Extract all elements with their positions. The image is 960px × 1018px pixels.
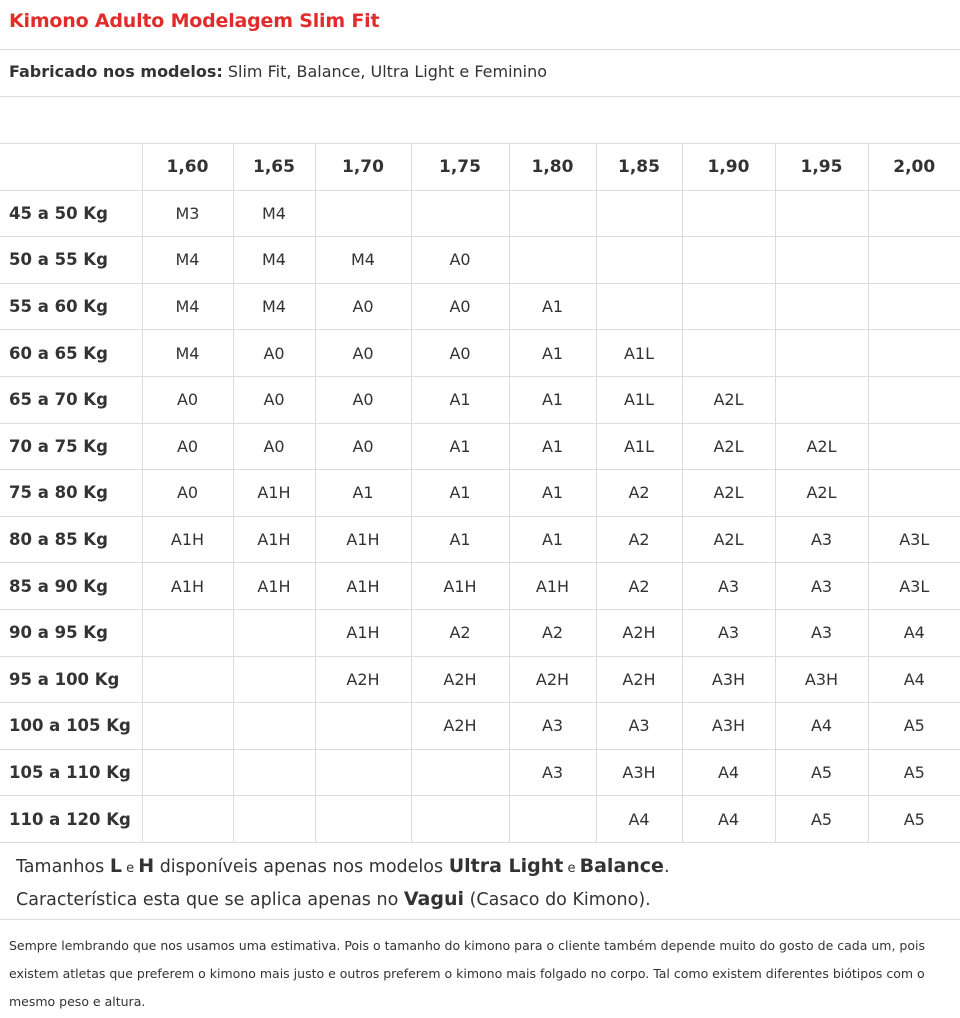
size-cell <box>411 190 509 237</box>
note-text: . <box>663 857 670 877</box>
size-cell: A4 <box>868 656 960 703</box>
size-cell <box>596 283 682 330</box>
size-cell <box>868 423 960 470</box>
size-cell <box>411 749 509 796</box>
divider <box>0 96 960 97</box>
size-cell <box>315 796 411 843</box>
height-header: 1,90 <box>682 144 775 191</box>
weight-range-cell: 90 a 95 Kg <box>0 609 142 656</box>
size-cell: A3H <box>596 749 682 796</box>
table-body <box>0 190 960 842</box>
size-cell <box>775 190 868 237</box>
size-cell <box>142 749 233 796</box>
size-cell: A1H <box>315 609 411 656</box>
size-cell: A3H <box>682 703 775 750</box>
size-cell: A5 <box>868 703 960 750</box>
table-row <box>0 237 960 284</box>
size-cell: A2L <box>682 423 775 470</box>
height-header: 1,85 <box>596 144 682 191</box>
size-cell <box>315 190 411 237</box>
table-corner-cell <box>0 144 142 191</box>
weight-range-cell: 50 a 55 Kg <box>0 237 142 284</box>
size-cell <box>509 237 596 284</box>
size-cell: A2L <box>682 516 775 563</box>
size-cell: M4 <box>233 237 315 284</box>
size-cell: A4 <box>682 749 775 796</box>
size-cell <box>868 470 960 517</box>
size-cell: M4 <box>233 190 315 237</box>
size-cell: A0 <box>315 423 411 470</box>
size-cell: A3 <box>775 563 868 610</box>
table-header-row <box>0 144 960 191</box>
weight-range-cell: 85 a 90 Kg <box>0 563 142 610</box>
size-cell: A5 <box>868 796 960 843</box>
weight-range-cell: 80 a 85 Kg <box>0 516 142 563</box>
weight-range-cell: 45 a 50 Kg <box>0 190 142 237</box>
size-cell: A5 <box>775 749 868 796</box>
models-value: Slim Fit, Balance, Ultra Light e Feminino <box>227 62 548 81</box>
size-cell: A0 <box>233 376 315 423</box>
size-cell: A0 <box>411 330 509 377</box>
note-bold: L <box>109 855 122 877</box>
size-cell <box>596 190 682 237</box>
size-cell: A1 <box>509 376 596 423</box>
size-cell <box>233 703 315 750</box>
table-row <box>0 516 960 563</box>
size-cell: A3 <box>775 516 868 563</box>
weight-range-cell: 105 a 110 Kg <box>0 749 142 796</box>
size-cell: A5 <box>868 749 960 796</box>
table-row <box>0 749 960 796</box>
size-cell <box>411 796 509 843</box>
size-cell: A1H <box>315 563 411 610</box>
size-cell: A2 <box>596 563 682 610</box>
size-cell: A1H <box>315 516 411 563</box>
height-header: 1,95 <box>775 144 868 191</box>
size-cell <box>682 190 775 237</box>
size-cell: A1L <box>596 423 682 470</box>
note-line-1 <box>16 851 670 884</box>
models-line <box>9 62 547 81</box>
size-cell: A1H <box>142 563 233 610</box>
size-cell <box>596 237 682 284</box>
size-cell: A1 <box>509 470 596 517</box>
weight-range-cell: 65 a 70 Kg <box>0 376 142 423</box>
table-row <box>0 703 960 750</box>
size-cell <box>509 796 596 843</box>
size-cell: A1 <box>411 516 509 563</box>
table-row <box>0 470 960 517</box>
size-cell: A2 <box>411 609 509 656</box>
size-cell <box>775 237 868 284</box>
size-cell: A1 <box>509 283 596 330</box>
size-cell <box>868 283 960 330</box>
size-cell: A1L <box>596 376 682 423</box>
size-cell: A3 <box>682 609 775 656</box>
table-row <box>0 609 960 656</box>
size-cell: A2H <box>596 609 682 656</box>
size-cell: A2H <box>596 656 682 703</box>
size-cell: A1 <box>411 470 509 517</box>
weight-range-cell: 95 a 100 Kg <box>0 656 142 703</box>
height-header: 1,75 <box>411 144 509 191</box>
table-row <box>0 656 960 703</box>
size-cell: A2L <box>775 470 868 517</box>
size-cell <box>142 656 233 703</box>
size-cell <box>142 703 233 750</box>
table-row <box>0 283 960 330</box>
height-header: 2,00 <box>868 144 960 191</box>
size-cell: A3 <box>596 703 682 750</box>
size-cell: A1H <box>233 516 315 563</box>
size-cell: A1H <box>411 563 509 610</box>
size-cell <box>315 749 411 796</box>
size-cell: A1 <box>411 423 509 470</box>
size-cell: A3 <box>509 703 596 750</box>
size-cell: M4 <box>142 237 233 284</box>
size-cell <box>868 330 960 377</box>
size-cell <box>868 190 960 237</box>
size-cell <box>315 703 411 750</box>
weight-range-cell: 55 a 60 Kg <box>0 283 142 330</box>
size-cell <box>233 656 315 703</box>
weight-range-cell: 100 a 105 Kg <box>0 703 142 750</box>
size-cell <box>775 330 868 377</box>
size-cell <box>868 237 960 284</box>
size-cell: A0 <box>315 283 411 330</box>
size-cell: A1H <box>233 470 315 517</box>
size-cell: A2 <box>596 470 682 517</box>
size-cell: A1H <box>509 563 596 610</box>
size-cell: A1 <box>411 376 509 423</box>
table-row <box>0 330 960 377</box>
size-cell: A1H <box>142 516 233 563</box>
weight-range-cell: 75 a 80 Kg <box>0 470 142 517</box>
height-header: 1,65 <box>233 144 315 191</box>
height-header: 1,60 <box>142 144 233 191</box>
size-cell: A3L <box>868 516 960 563</box>
weight-range-cell: 60 a 65 Kg <box>0 330 142 377</box>
size-cell: A0 <box>233 423 315 470</box>
size-cell <box>233 796 315 843</box>
note-text: disponíveis apenas nos modelos <box>154 857 449 877</box>
size-cell: A3 <box>775 609 868 656</box>
table-row <box>0 423 960 470</box>
size-cell: A1H <box>233 563 315 610</box>
note-bold: H <box>138 855 155 877</box>
size-cell: A0 <box>142 423 233 470</box>
note-text: e <box>121 861 139 876</box>
size-cell: A3 <box>682 563 775 610</box>
size-table <box>0 143 960 843</box>
size-cell: A3H <box>682 656 775 703</box>
size-cell: A0 <box>315 376 411 423</box>
note-text: Característica esta que se aplica apenas no <box>16 890 404 910</box>
size-cell <box>775 376 868 423</box>
table-row <box>0 563 960 610</box>
size-cell: A0 <box>142 470 233 517</box>
size-cell <box>682 330 775 377</box>
size-cell <box>868 376 960 423</box>
models-label: Fabricado nos modelos: <box>9 62 223 81</box>
size-cell <box>142 796 233 843</box>
size-cell <box>233 749 315 796</box>
size-cell: A2H <box>411 656 509 703</box>
size-cell: A2H <box>509 656 596 703</box>
table-row <box>0 796 960 843</box>
note-bold: Balance <box>579 855 664 877</box>
availability-note <box>16 851 670 915</box>
size-cell: A4 <box>775 703 868 750</box>
size-cell: A2 <box>509 609 596 656</box>
note-bold: Ultra Light <box>448 855 564 877</box>
size-cell: A2L <box>682 376 775 423</box>
size-cell: A0 <box>233 330 315 377</box>
weight-range-cell: 110 a 120 Kg <box>0 796 142 843</box>
size-cell <box>233 609 315 656</box>
size-cell: A4 <box>682 796 775 843</box>
size-cell: A2H <box>315 656 411 703</box>
size-cell: A5 <box>775 796 868 843</box>
size-cell: A3L <box>868 563 960 610</box>
size-cell: A4 <box>596 796 682 843</box>
note-text: (Casaco do Kimono). <box>464 890 651 910</box>
table-row <box>0 376 960 423</box>
weight-range-cell: 70 a 75 Kg <box>0 423 142 470</box>
size-cell: A2L <box>775 423 868 470</box>
size-cell: M3 <box>142 190 233 237</box>
size-cell: A2 <box>596 516 682 563</box>
size-cell: A0 <box>315 330 411 377</box>
size-cell: A3H <box>775 656 868 703</box>
note-text: e <box>563 861 580 876</box>
size-cell <box>509 190 596 237</box>
size-cell: A1 <box>315 470 411 517</box>
size-cell: A2H <box>411 703 509 750</box>
table-row <box>0 190 960 237</box>
size-cell: A0 <box>411 237 509 284</box>
page-title: Kimono Adulto Modelagem Slim Fit <box>9 10 380 32</box>
size-cell: A0 <box>411 283 509 330</box>
note-bold: Vagui <box>403 888 464 910</box>
size-cell <box>682 283 775 330</box>
size-cell <box>142 609 233 656</box>
divider <box>0 919 960 920</box>
height-header: 1,70 <box>315 144 411 191</box>
size-cell: A1 <box>509 516 596 563</box>
size-cell: M4 <box>142 283 233 330</box>
size-cell: A0 <box>142 376 233 423</box>
note-line-2 <box>16 884 670 915</box>
size-cell: A4 <box>868 609 960 656</box>
disclaimer-text: Sempre lembrando que nos usamos uma estimativa. Pois o tamanho do kimono para o cliente também depende muito do gosto de cada um, pois existem atletas que preferem o kimono mais justo e outros preferem o kimono mais folgado no corpo. Tal como existem diferentes biótipos com o mesmo peso e altura. <box>9 938 925 1009</box>
divider <box>0 49 960 50</box>
note-text: Tamanhos <box>16 857 110 877</box>
size-cell: M4 <box>315 237 411 284</box>
size-cell: M4 <box>142 330 233 377</box>
size-cell <box>775 283 868 330</box>
height-header: 1,80 <box>509 144 596 191</box>
size-cell <box>682 237 775 284</box>
size-cell: A1 <box>509 423 596 470</box>
size-cell: A1 <box>509 330 596 377</box>
size-cell: A2L <box>682 470 775 517</box>
size-cell: A1L <box>596 330 682 377</box>
size-cell: A3 <box>509 749 596 796</box>
size-cell: M4 <box>233 283 315 330</box>
